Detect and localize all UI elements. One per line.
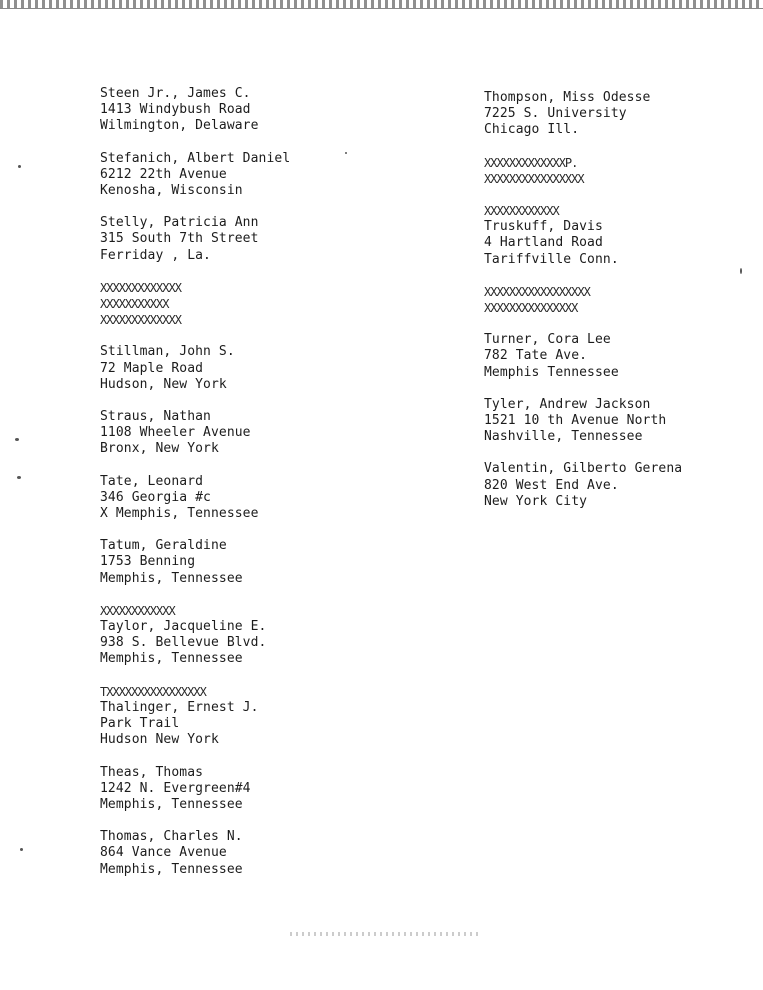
address-line: Thomas, Charles N. (100, 829, 243, 845)
address-entry (100, 474, 430, 523)
address-line: Valentin, Gilberto Gerena (484, 461, 683, 477)
address-line: Wilmington, Delaware (100, 118, 259, 134)
scan-speck (15, 438, 19, 441)
address-line: Tariffville Conn. (484, 251, 619, 267)
address-line: Tate, Leonard (100, 473, 204, 489)
struck-out-line: XXXXXXXXXXXXXP. (484, 155, 578, 170)
scan-top-edge (0, 0, 763, 8)
address-line: Memphis, Tennessee (100, 861, 243, 877)
address-line: Memphis Tennessee (484, 364, 619, 380)
scan-speck (740, 268, 742, 274)
address-entry (100, 215, 430, 264)
address-line: 315 South 7th Street (100, 231, 259, 247)
struck-out-line: XXXXXXXXXXXXXXXX (484, 171, 584, 186)
right-address-column (484, 90, 754, 526)
struck-out-line: TXXXXXXXXXXXXXXXX (100, 684, 206, 699)
left-address-column (100, 86, 430, 894)
address-line: 1413 Windybush Road (100, 102, 251, 118)
address-entry (484, 155, 754, 187)
address-line: Hudson, New York (100, 376, 227, 392)
address-line: Theas, Thomas (100, 764, 204, 780)
address-entry (100, 409, 430, 458)
address-entry (100, 151, 430, 200)
address-line: Hudson New York (100, 732, 219, 748)
struck-out-line: XXXXXXXXXXXXX (100, 280, 181, 295)
address-line: Steen Jr., James C. (100, 86, 251, 101)
address-line: Memphis, Tennessee (100, 796, 243, 812)
address-entry (100, 86, 430, 135)
address-entry (484, 90, 754, 139)
address-line: Tatum, Geraldine (100, 538, 227, 554)
address-line: Kenosha, Wisconsin (100, 183, 243, 199)
address-line: Stelly, Patricia Ann (100, 215, 259, 231)
scan-speck (20, 848, 23, 851)
address-line: 6212 22th Avenue (100, 166, 227, 182)
address-line: 1242 N. Evergreen#4 (100, 780, 251, 796)
address-entry (100, 280, 430, 329)
address-entry (100, 538, 430, 587)
address-entry (100, 684, 430, 749)
address-entry (484, 332, 754, 381)
address-line: 782 Tate Ave. (484, 348, 588, 364)
address-line: Tyler, Andrew Jackson (484, 396, 651, 412)
address-entry (100, 829, 430, 878)
address-line: Park Trail (100, 716, 180, 732)
address-line: Thompson, Miss Odesse (484, 90, 651, 105)
struck-out-line: XXXXXXXXXXXX (484, 204, 559, 219)
address-line: New York City (484, 493, 588, 509)
address-line: 1521 10 th Avenue North (484, 413, 667, 429)
address-line: 4 Hartland Road (484, 235, 603, 251)
scan-speck (345, 152, 347, 154)
address-line: Chicago Ill. (484, 122, 580, 138)
address-line: X Memphis, Tennessee (100, 506, 259, 522)
scan-top-rule (0, 8, 763, 9)
address-line: Thalinger, Ernest J. (100, 699, 259, 715)
address-line: 72 Maple Road (100, 360, 204, 376)
address-line: Taylor, Jacqueline E. (100, 619, 267, 635)
address-line: Memphis, Tennessee (100, 570, 243, 586)
address-line: Straus, Nathan (100, 409, 211, 425)
address-line: 346 Georgia #c (100, 489, 211, 505)
address-line: Turner, Cora Lee (484, 332, 611, 348)
address-entry (100, 344, 430, 393)
address-line: Bronx, New York (100, 441, 219, 457)
address-entry (100, 765, 430, 814)
address-entry (484, 397, 754, 446)
struck-out-line: XXXXXXXXXXXX (100, 603, 175, 618)
address-line: 7225 S. University (484, 106, 627, 122)
address-line: Memphis, Tennessee (100, 651, 243, 667)
scan-speck (17, 476, 21, 479)
address-entry (100, 603, 430, 668)
struck-out-line: XXXXXXXXXXXXXXX (484, 301, 578, 316)
address-line: 1753 Benning (100, 554, 196, 570)
address-line: 820 West End Ave. (484, 477, 619, 493)
address-line: Stefanich, Albert Daniel (100, 150, 291, 166)
address-line: 1108 Wheeler Avenue (100, 425, 251, 441)
address-line: 864 Vance Avenue (100, 845, 227, 861)
address-line: 938 S. Bellevue Blvd. (100, 635, 267, 651)
address-entry (484, 203, 754, 268)
address-entry (484, 461, 754, 510)
address-line: Ferriday , La. (100, 247, 211, 263)
address-entry (484, 284, 754, 316)
address-line: Stillman, John S. (100, 344, 235, 360)
scan-bottom-noise (290, 932, 480, 936)
address-line: Truskuff, Davis (484, 219, 603, 235)
struck-out-line: XXXXXXXXXXXXX (100, 313, 181, 328)
address-line: Nashville, Tennessee (484, 429, 643, 445)
struck-out-line: XXXXXXXXXXX (100, 297, 169, 312)
struck-out-line: XXXXXXXXXXXXXXXXX (484, 284, 590, 299)
scan-speck (18, 165, 21, 168)
